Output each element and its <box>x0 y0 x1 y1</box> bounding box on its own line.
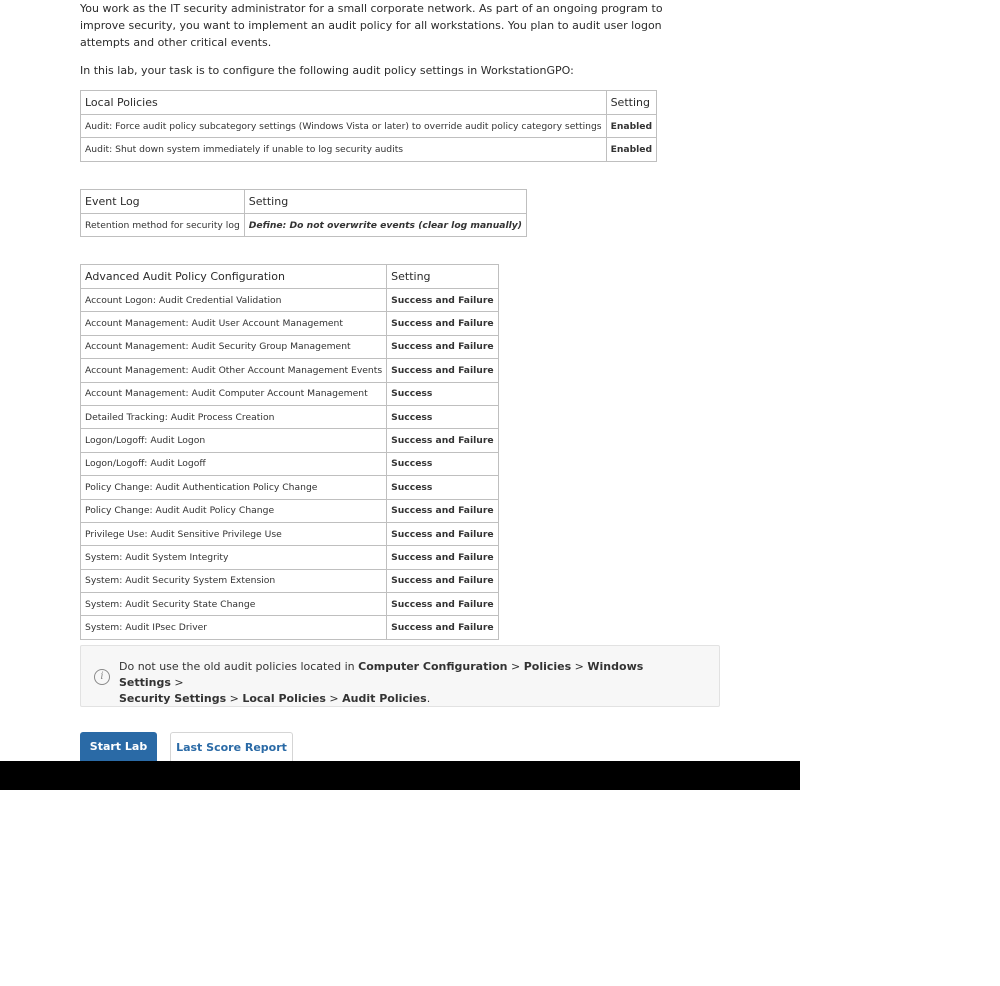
policy-name: Detailed Tracking: Audit Process Creation <box>81 405 387 428</box>
policy-name: Logon/Logoff: Audit Logoff <box>81 452 387 475</box>
column-header-policy: Local Policies <box>81 91 607 115</box>
note-path-item: Windows Settings <box>119 660 644 689</box>
advanced-audit-policy-table <box>80 264 499 640</box>
table-row <box>81 138 657 161</box>
start-lab-button[interactable]: Start Lab <box>80 732 157 762</box>
intro-paragraph-2: In this lab, your task is to configure the following audit policy settings in WorkstationGPO: <box>80 64 574 77</box>
note-path-item: Computer Configuration <box>358 660 508 673</box>
local-policies-table <box>80 90 657 162</box>
policy-setting: Success and Failure <box>387 335 498 358</box>
note-suffix: . <box>426 692 431 705</box>
column-header-setting: Setting <box>387 265 498 289</box>
path-separator: > <box>571 660 588 673</box>
policy-name: System: Audit IPsec Driver <box>81 616 387 639</box>
policy-setting: Success and Failure <box>387 546 498 569</box>
policy-setting: Enabled <box>606 138 657 161</box>
policy-setting: Success and Failure <box>387 312 498 335</box>
policy-setting: Success and Failure <box>387 499 498 522</box>
policy-setting: Success and Failure <box>387 359 498 382</box>
table-row <box>81 335 499 358</box>
policy-name: System: Audit Security System Extension <box>81 569 387 592</box>
table-row <box>81 522 499 545</box>
table-row <box>81 214 527 237</box>
table-row <box>81 452 499 475</box>
table-row <box>81 476 499 499</box>
policy-name: Policy Change: Audit Authentication Policy Change <box>81 476 387 499</box>
policy-setting: Success and Failure <box>387 429 498 452</box>
table-row <box>81 569 499 592</box>
column-header-setting: Setting <box>244 190 526 214</box>
policy-setting: Success <box>387 452 498 475</box>
table-row <box>81 359 499 382</box>
policy-setting: Success and Failure <box>387 522 498 545</box>
policy-name: Account Management: Audit Other Account Management Events <box>81 359 387 382</box>
event-log-table <box>80 189 527 237</box>
note-path-item: Policies <box>523 660 572 673</box>
table-row <box>81 289 499 312</box>
column-header-policy: Advanced Audit Policy Configuration <box>81 265 387 289</box>
policy-setting: Success and Failure <box>387 569 498 592</box>
note-path-item: Local Policies <box>242 692 326 705</box>
policy-name: Account Management: Audit Computer Account Management <box>81 382 387 405</box>
table-row <box>81 593 499 616</box>
table-row <box>81 429 499 452</box>
note-path-item: Security Settings <box>119 692 227 705</box>
policy-name: Policy Change: Audit Audit Policy Change <box>81 499 387 522</box>
policy-name: System: Audit System Integrity <box>81 546 387 569</box>
info-icon: i <box>94 669 110 685</box>
policy-setting: Enabled <box>606 115 657 138</box>
table-header-row <box>81 91 657 115</box>
policy-setting: Define: Do not overwrite events (clear log manually) <box>244 214 526 237</box>
column-header-policy: Event Log <box>81 190 245 214</box>
path-separator: > <box>325 692 343 705</box>
table-row <box>81 616 499 639</box>
table-row <box>81 546 499 569</box>
policy-name: Retention method for security log <box>81 214 245 237</box>
policy-name: Logon/Logoff: Audit Logon <box>81 429 387 452</box>
last-score-report-button[interactable]: Last Score Report <box>170 732 293 762</box>
policy-name: Audit: Shut down system immediately if unable to log security audits <box>81 138 607 161</box>
path-separator: > <box>507 660 524 673</box>
bottom-bar <box>0 761 800 790</box>
policy-setting: Success <box>387 476 498 499</box>
policy-name: Account Logon: Audit Credential Validation <box>81 289 387 312</box>
policy-setting: Success and Failure <box>387 616 498 639</box>
table-row <box>81 115 657 138</box>
intro-paragraph-1: You work as the IT security administrator for a small corporate network. As part of an ongoing program to improve security, you want to implement an audit policy for all workstations. You plan to audit user logon attempts and other critical events. <box>80 2 663 49</box>
policy-setting: Success <box>387 382 498 405</box>
table-row <box>81 499 499 522</box>
table-row <box>81 405 499 428</box>
note-path-item: Audit Policies <box>342 692 427 705</box>
policy-name: Privilege Use: Audit Sensitive Privilege Use <box>81 522 387 545</box>
note-text <box>119 659 699 707</box>
policy-setting: Success and Failure <box>387 289 498 312</box>
info-note <box>80 645 720 707</box>
policy-name: Account Management: Audit Security Group Management <box>81 335 387 358</box>
table-row <box>81 382 499 405</box>
table-header-row <box>81 190 527 214</box>
policy-setting: Success and Failure <box>387 593 498 616</box>
note-prefix: Do not use the old audit policies located in <box>119 660 359 673</box>
policy-setting: Success <box>387 405 498 428</box>
policy-name: System: Audit Security State Change <box>81 593 387 616</box>
column-header-setting: Setting <box>606 91 657 115</box>
path-separator: > <box>226 692 243 705</box>
policy-name: Account Management: Audit User Account Management <box>81 312 387 335</box>
policy-name: Audit: Force audit policy subcategory settings (Windows Vista or later) to override audit policy category settings <box>81 115 607 138</box>
table-row <box>81 312 499 335</box>
path-separator: > <box>170 676 184 689</box>
table-header-row <box>81 265 499 289</box>
